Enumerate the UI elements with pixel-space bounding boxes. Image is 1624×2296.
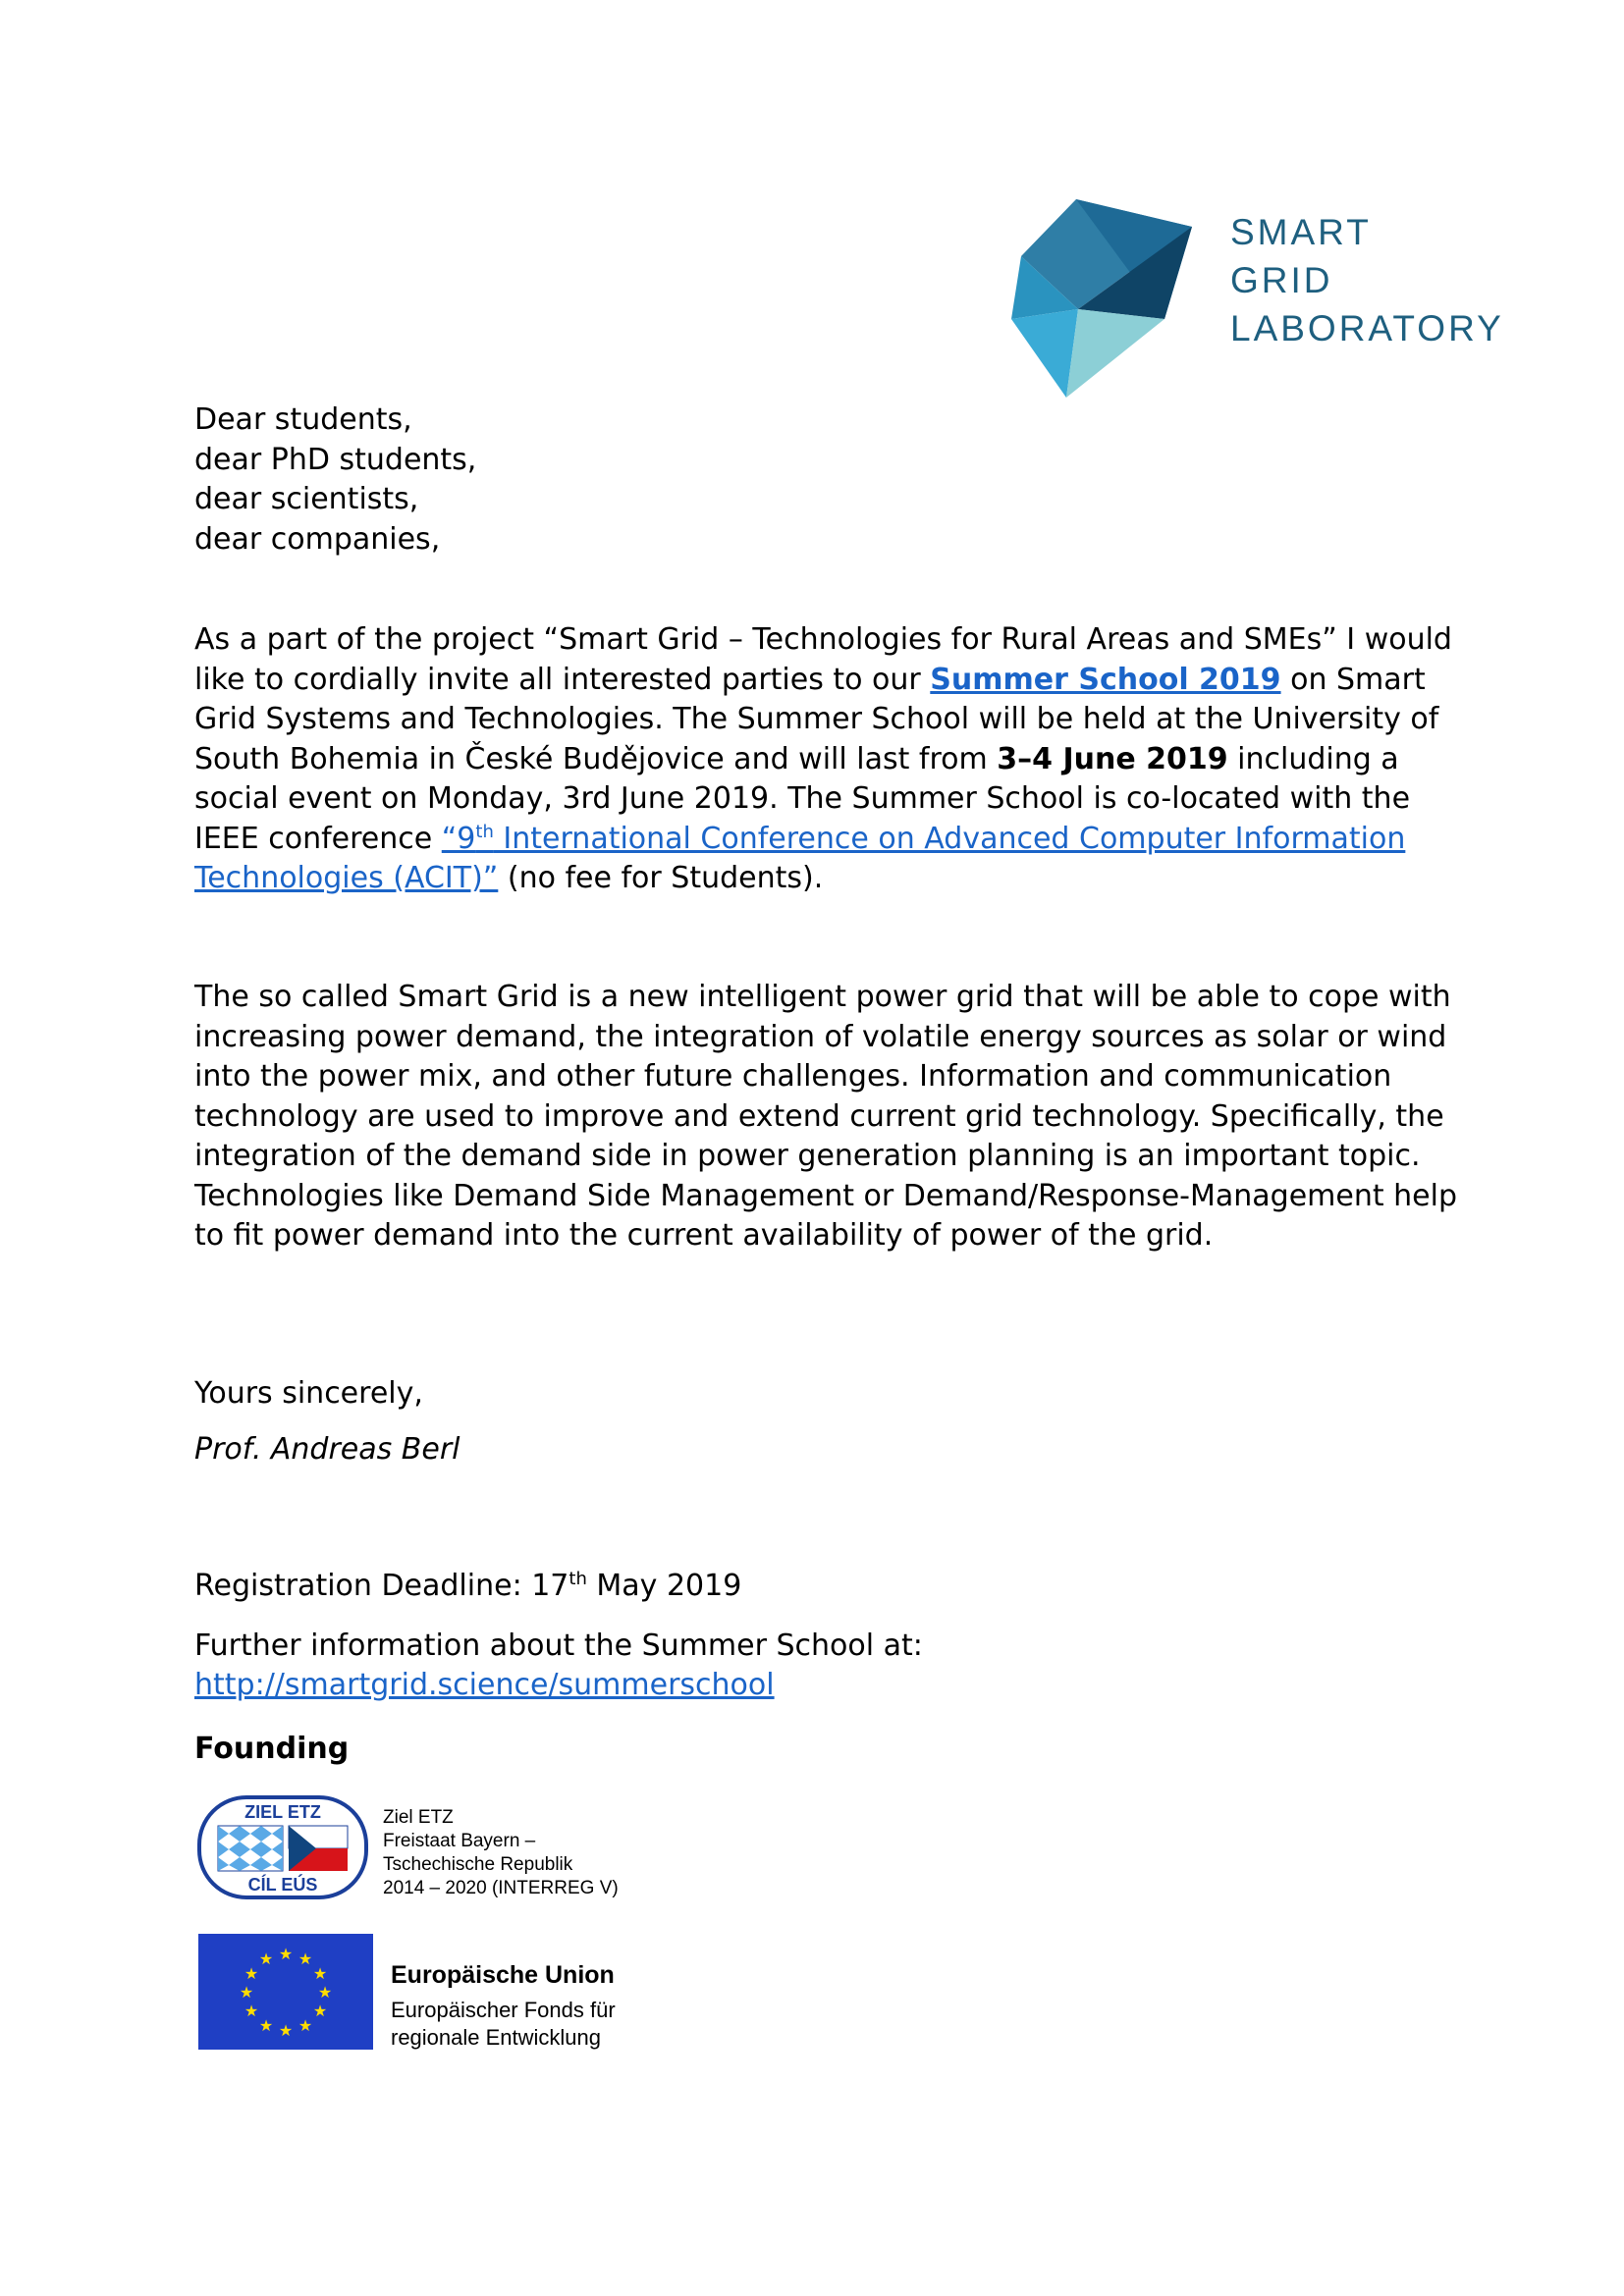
closing-text: Yours sincerely, bbox=[194, 1376, 423, 1411]
svg-text:★: ★ bbox=[278, 1945, 294, 1963]
conf-link-rest: International Conference on Advanced Computer Information Technologies (ACIT)” bbox=[194, 821, 1406, 895]
ziel-etz-description bbox=[383, 1806, 619, 1900]
invitation-intro: As a part of the project “Smart Grid – Technologies for Rural Areas and SMEs” I would like to cordially invite all interested parties to our bbox=[194, 622, 1452, 697]
invitation-paragraph bbox=[194, 620, 1461, 899]
eu-title: Europäische Union bbox=[391, 1961, 615, 1989]
ziel-line: Freistaat Bayern – bbox=[383, 1831, 536, 1851]
eu-flag-icon bbox=[198, 1934, 373, 2050]
greeting-line: Dear students, bbox=[194, 402, 412, 437]
greeting-line: dear PhD students, bbox=[194, 442, 477, 477]
invitation-end: (no fee for Students). bbox=[498, 861, 824, 895]
logo-wordmark bbox=[1230, 208, 1504, 352]
eu-line: regionale Entwicklung bbox=[391, 2025, 602, 2050]
ziel-line: 2014 – 2020 (INTERREG V) bbox=[383, 1878, 619, 1898]
bavaria-flag-icon bbox=[218, 1826, 283, 1871]
smart-grid-description: The so called Smart Grid is a new intelligent power grid that will be able to cope with increasing power demand, the integration of volatile energy sources as solar or wind into the power mix, and other future challenges. Information and communication technology are used to improve and extend current grid technology. Specifically, the integration of the demand side in power generation planning is an important topic. Technologies like Demand Side Management or Demand/Response-Management help to fit power demand into the current availability of power of the grid. bbox=[194, 980, 1458, 1253]
greeting-line: dear scientists, bbox=[194, 482, 419, 516]
conf-link-sup: th bbox=[475, 821, 494, 842]
ziel-etz-logo-icon bbox=[196, 1794, 369, 1900]
svg-text:★: ★ bbox=[258, 1949, 274, 1968]
further-info-text: Further information about the Summer School at: bbox=[194, 1629, 923, 1663]
event-dates: 3–4 June 2019 bbox=[997, 741, 1228, 776]
invitation-after-dates: including a social event on Monday, 3rd June 2019. The Summer School is co-located with the IEEE conference bbox=[194, 741, 1411, 856]
svg-text:★: ★ bbox=[244, 2002, 259, 2020]
logo-line-laboratory: LABORATORY bbox=[1230, 308, 1504, 348]
svg-text:★: ★ bbox=[244, 1964, 259, 1983]
logo-line-grid: GRID bbox=[1230, 260, 1333, 300]
greeting-block bbox=[194, 400, 476, 560]
eu-fund-description bbox=[391, 1961, 616, 2052]
svg-text:★: ★ bbox=[312, 1964, 328, 1983]
eu-line: Europäischer Fonds für bbox=[391, 1998, 616, 2022]
svg-text:★: ★ bbox=[239, 1983, 254, 2002]
registration-deadline bbox=[194, 1567, 741, 1607]
svg-text:★: ★ bbox=[298, 1949, 313, 1968]
ziel-logo-top-label: ZIEL ETZ bbox=[244, 1802, 321, 1822]
svg-text:★: ★ bbox=[298, 2016, 313, 2035]
summer-school-link[interactable]: Summer School 2019 bbox=[930, 662, 1281, 697]
svg-text:★: ★ bbox=[258, 2016, 274, 2035]
ziel-logo-bottom-label: CÍL EÚS bbox=[247, 1875, 318, 1895]
logo-line-smart: SMART bbox=[1230, 212, 1372, 252]
svg-text:★: ★ bbox=[312, 2002, 328, 2020]
founding-heading: Founding bbox=[194, 1732, 350, 1766]
deadline-label: Registration Deadline: 17 bbox=[194, 1569, 569, 1603]
invitation-mid: on Smart Grid Systems and Technologies. The Summer School will be held at the University of South Bohemia in České Budějovice and will last from bbox=[194, 662, 1439, 776]
further-info-url-wrapper bbox=[194, 1666, 775, 1706]
greeting-line: dear companies, bbox=[194, 521, 441, 557]
czech-flag-icon bbox=[289, 1826, 348, 1871]
svg-text:★: ★ bbox=[317, 1983, 333, 2002]
svg-text:★: ★ bbox=[278, 2021, 294, 2040]
smart-grid-laboratory-logo-icon bbox=[1009, 191, 1192, 398]
deadline-rest: May 2019 bbox=[586, 1569, 742, 1603]
deadline-sup: th bbox=[568, 1569, 587, 1589]
ziel-line: Ziel ETZ bbox=[383, 1807, 454, 1828]
conf-link-open: “9 bbox=[441, 821, 476, 856]
ziel-line: Tschechische Republik bbox=[383, 1854, 573, 1875]
summer-school-url-link[interactable]: http://smartgrid.science/summerschool bbox=[194, 1668, 775, 1702]
signature: Prof. Andreas Berl bbox=[194, 1432, 460, 1467]
